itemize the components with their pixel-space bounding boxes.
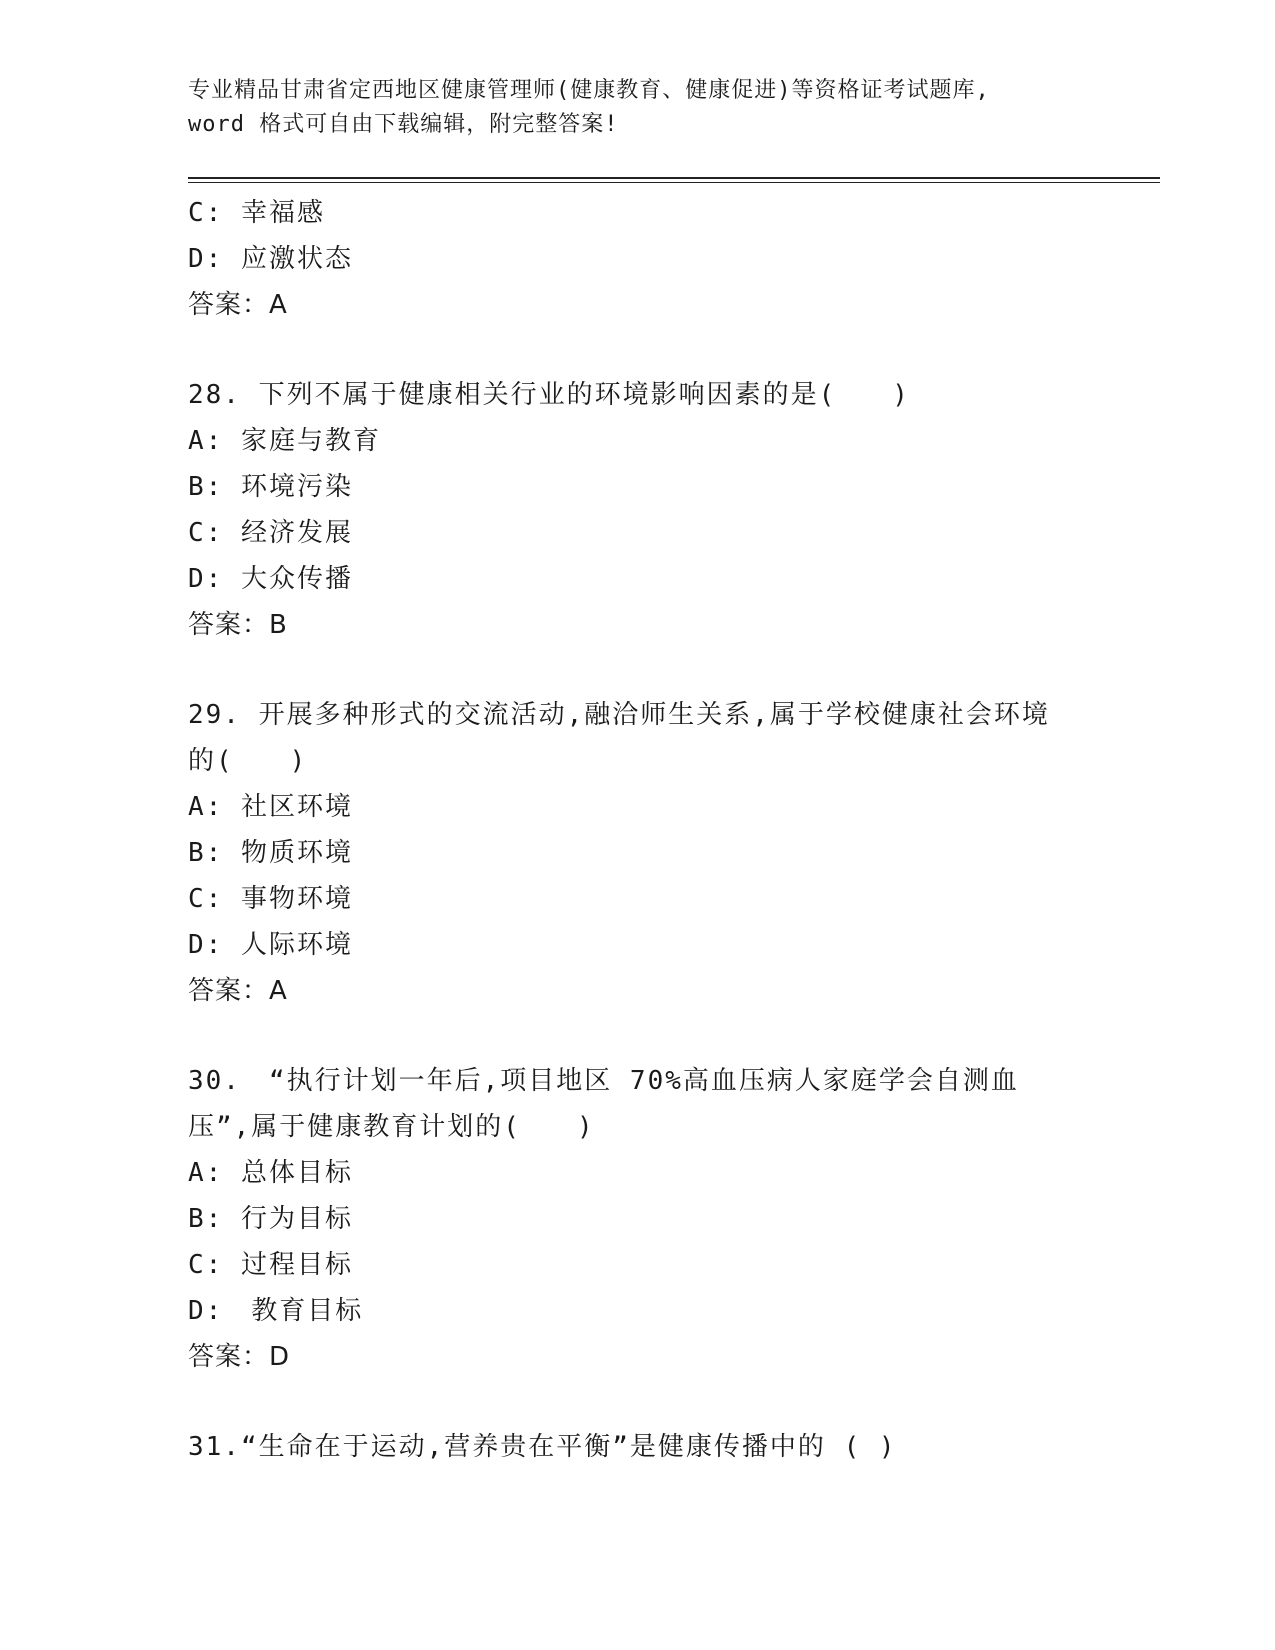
option-b: B: 行为目标 [188, 1204, 353, 1234]
question-text: 28. 下列不属于健康相关行业的环境影响因素的是( ) [188, 380, 910, 410]
option-d: D: 大众传播 [188, 564, 353, 594]
option-b: B: 物质环境 [188, 838, 353, 868]
header-line-2: word 格式可自由下载编辑，附完整答案! [188, 112, 619, 137]
answer-label: 答案：D [188, 1342, 291, 1372]
question-29 [188, 692, 1088, 1014]
question-30 [188, 1058, 1088, 1380]
option-d: D: 教育目标 [188, 1296, 364, 1326]
answer-label: 答案：A [188, 290, 288, 320]
question-list [188, 190, 1088, 1470]
header-rule-thin [188, 182, 1160, 183]
answer-label: 答案：B [188, 610, 288, 640]
question-28 [188, 372, 1088, 648]
option-c: C: 过程目标 [188, 1250, 353, 1280]
question-31 [188, 1424, 1088, 1470]
option-c: C: 幸福感 [188, 198, 325, 228]
option-d: D: 应激状态 [188, 244, 353, 274]
option-a: A: 家庭与教育 [188, 426, 381, 456]
prev-question-block [188, 190, 1088, 328]
header-line-1: 专业精品甘肃省定西地区健康管理师(健康教育、健康促进)等资格证考试题库, [188, 78, 990, 103]
option-a: A: 总体目标 [188, 1158, 353, 1188]
option-b: B: 环境污染 [188, 472, 353, 502]
answer-label: 答案：A [188, 976, 288, 1006]
document-header [188, 74, 1088, 142]
question-text: 30. “执行计划一年后,项目地区 70%高血压病人家庭学会自测血压”,属于健康教育计划的( ) [188, 1066, 1019, 1142]
header-rule-thick [188, 177, 1160, 179]
option-d: D: 人际环境 [188, 930, 353, 960]
option-a: A: 社区环境 [188, 792, 353, 822]
question-text: 31.“生命在于运动,营养贵在平衡”是健康传播中的 ( ) [188, 1432, 897, 1462]
option-c: C: 经济发展 [188, 518, 353, 548]
question-text: 29. 开展多种形式的交流活动,融洽师生关系,属于学校健康社会环境的( ) [188, 700, 1050, 776]
option-c: C: 事物环境 [188, 884, 353, 914]
